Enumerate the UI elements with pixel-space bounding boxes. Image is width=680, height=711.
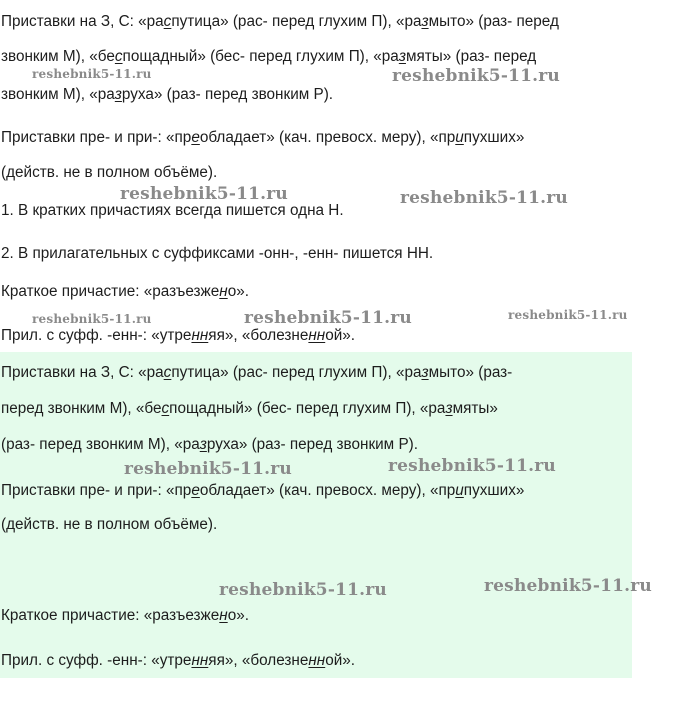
lower-pre-pri-line-1: Приставки пре- и при-: «преобладает» (кач. превосх. меру), «припухших»: [1, 482, 525, 499]
watermark: reshebnik5-11.ru: [124, 459, 292, 479]
upper-pre-pri-line-1: Приставки пре- и при-: «преобладает» (кач. превосх. меру), «припухших»: [1, 129, 525, 146]
lower-short-participle: Краткое причастие: «разъезжено».: [1, 607, 249, 624]
watermark: reshebnik5-11.ru: [32, 312, 152, 326]
rule-2: 2. В прилагательных с суффиксами -онн-, -енн- пишется НН.: [1, 245, 434, 262]
lower-prefix-zs-line-3: (раз- перед звонким М), «разруха» (раз- перед звонким Р).: [1, 436, 418, 453]
watermark: reshebnik5-11.ru: [219, 580, 387, 600]
watermark: reshebnik5-11.ru: [392, 66, 560, 86]
watermark: reshebnik5-11.ru: [484, 576, 652, 596]
watermark: reshebnik5-11.ru: [400, 188, 568, 208]
lower-prefix-zs-line-1: Приставки на З, С: «распутица» (рас- перед глухим П), «размыто» (раз-: [1, 364, 513, 381]
upper-pre-pri-line-2: (действ. не в полном объёме).: [1, 164, 218, 181]
watermark: reshebnik5-11.ru: [32, 67, 152, 81]
watermark: reshebnik5-11.ru: [120, 184, 288, 204]
upper-prefix-zs-line-1: Приставки на З, С: «распутица» (рас- перед глухим П), «размыто» (раз- перед: [1, 13, 559, 30]
upper-short-participle: Краткое причастие: «разъезжено».: [1, 283, 249, 300]
watermark: reshebnik5-11.ru: [508, 308, 628, 322]
lower-pre-pri-line-2: (действ. не в полном объёме).: [1, 516, 218, 533]
upper-prefix-zs-line-2: звонким М), «беспощадный» (бес- перед глухим П), «размяты» (раз- перед: [1, 48, 537, 65]
upper-prefix-zs-line-3: звонким М), «разруха» (раз- перед звонким Р).: [1, 86, 334, 103]
watermark: reshebnik5-11.ru: [388, 456, 556, 476]
upper-adjective: Прил. с суфф. -енн-: «утренняя», «болезненной».: [1, 327, 356, 344]
watermark: reshebnik5-11.ru: [244, 308, 412, 328]
lower-adjective: Прил. с суфф. -енн-: «утренняя», «болезненной».: [1, 652, 356, 669]
rule-1: 1. В кратких причастиях всегда пишется одна Н.: [1, 202, 344, 219]
lower-prefix-zs-line-2: перед звонким М), «беспощадный» (бес- перед глухим П), «размяты»: [1, 400, 498, 417]
